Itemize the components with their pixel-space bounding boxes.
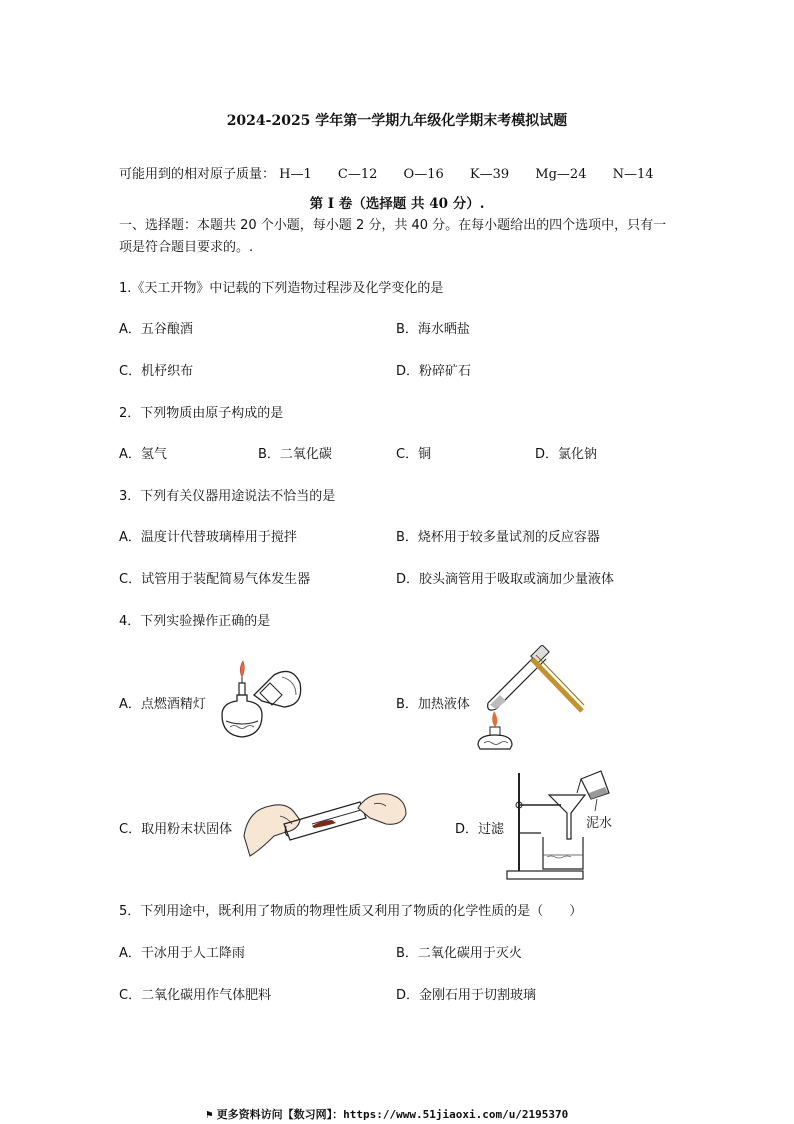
- q5-option-c[interactable]: C．二氧化碳用作气体肥料: [119, 988, 272, 1003]
- alcohol-lamp-lighting-figure: [212, 655, 312, 745]
- question-3-stem: 3．下列有关仪器用途说法不恰当的是: [119, 489, 336, 504]
- q4-option-d[interactable]: D．过滤: [455, 822, 505, 837]
- question-2-stem: 2．下列物质由原子构成的是: [119, 406, 284, 421]
- mass-n: N—14: [612, 167, 654, 182]
- muddy-water-label: 泥水: [586, 816, 613, 831]
- q4-option-b[interactable]: B．加热液体: [396, 697, 470, 712]
- q5-option-b[interactable]: B．二氧化碳用于灭火: [396, 946, 522, 961]
- q3-option-c[interactable]: C．试管用于装配简易气体发生器: [119, 572, 311, 587]
- q4-option-c[interactable]: C．取用粉末状固体: [119, 822, 233, 837]
- mass-o: O—16: [403, 167, 444, 182]
- mass-c: C—12: [337, 167, 378, 182]
- atomic-masses: [119, 163, 676, 182]
- mass-mg: Mg—24: [535, 167, 587, 182]
- question-4-stem: 4．下列实验操作正确的是: [119, 614, 271, 629]
- q1-option-a[interactable]: A．五谷酿酒: [119, 322, 193, 337]
- footer-link[interactable]: [206, 1106, 568, 1122]
- q2-option-a[interactable]: A．氢气: [119, 447, 167, 462]
- mass-k: K—39: [469, 167, 510, 182]
- q2-option-c[interactable]: C．铜: [396, 447, 432, 462]
- q3-option-b[interactable]: B．烧杯用于较多量试剂的反应容器: [396, 530, 600, 545]
- question-1-stem: 1.《天工开物》中记载的下列造物过程涉及化学变化的是: [119, 281, 444, 296]
- flag-icon: ⚑: [206, 1108, 213, 1121]
- q3-option-a[interactable]: A．温度计代替玻璃棒用于搅拌: [119, 530, 297, 545]
- q1-option-b[interactable]: B．海水晒盐: [396, 322, 470, 337]
- q1-option-d[interactable]: D．粉碎矿石: [396, 364, 472, 379]
- question-5-stem: 5．下列用途中，既利用了物质的物理性质又利用了物质的化学性质的是（ ）: [119, 904, 583, 919]
- q2-option-d[interactable]: D．氯化钠: [535, 447, 598, 462]
- instructions: 一、选择题：本题共 20 个小题，每小题 2 分，共 40 分。在每小题给出的四个选项中，只有一项是符合题目要求的。.: [119, 218, 667, 255]
- q3-option-d[interactable]: D．胶头滴管用于吸取或滴加少量液体: [396, 572, 615, 587]
- q4-option-a[interactable]: A．点燃酒精灯: [119, 697, 206, 712]
- heating-liquid-figure: [470, 645, 590, 750]
- q1-option-c[interactable]: C．机杼织布: [119, 364, 194, 379]
- footer-text: 更多资料访问【数习网】：https://www.51jiaoxi.com/u/2195370: [216, 1108, 569, 1121]
- q5-option-a[interactable]: A．干冰用于人工降雨: [119, 946, 245, 961]
- section-title: 第 I 卷（选择题 共 40 分）.: [309, 196, 485, 212]
- powder-sampling-figure: [240, 780, 410, 862]
- masses-label: 可能用到的相对原子质量：: [119, 167, 276, 182]
- q5-option-d[interactable]: D．金刚石用于切割玻璃: [396, 988, 537, 1003]
- page-title: 2024-2025 学年第一学期九年级化学期末考模拟试题: [226, 113, 568, 129]
- mass-h: H—1: [279, 167, 312, 182]
- q2-option-b[interactable]: B．二氧化碳: [258, 447, 332, 462]
